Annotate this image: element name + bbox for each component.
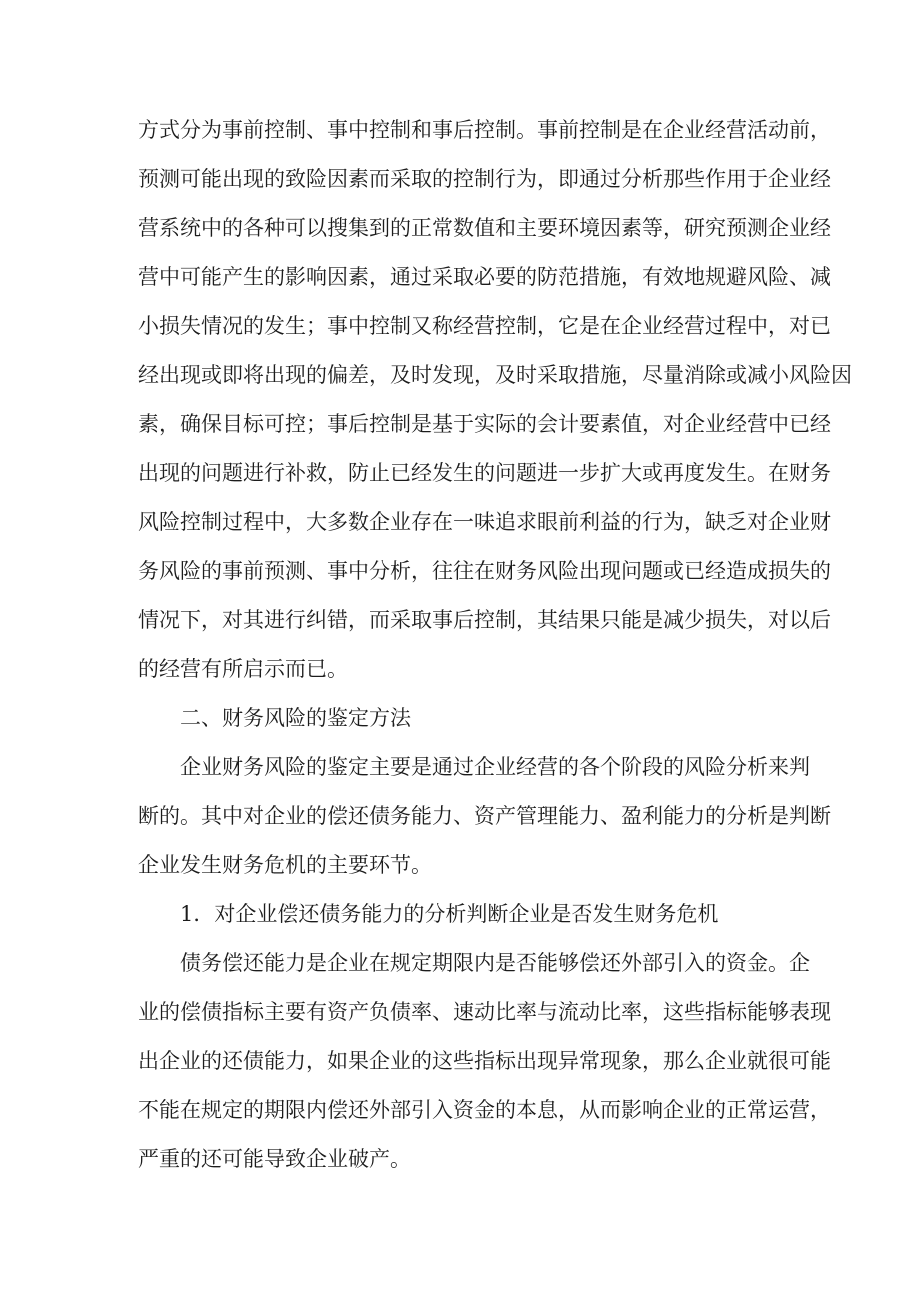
- paragraph-1-line: 素，确保目标可控；事后控制是基于实际的会计要素值，对企业经营中已经: [138, 412, 831, 436]
- paragraph-1-line: 情况下，对其进行纠错，而采取事后控制，其结果只能是减少损失，对以后: [138, 608, 831, 632]
- paragraph-3-line: 严重的还可能导致企业破产。: [138, 1147, 411, 1171]
- paragraph-1-line: 务风险的事前预测、事中分析，往往在财务风险出现问题或已经造成损失的: [138, 559, 831, 583]
- paragraph-2-line: 企业财务风险的鉴定主要是通过企业经营的各个阶段的风险分析来判: [180, 755, 810, 779]
- paragraph-3-line: 业的偿债指标主要有资产负债率、速动比率与流动比率，这些指标能够表现: [138, 1000, 831, 1024]
- paragraph-1-line: 营系统中的各种可以搜集到的正常数值和主要环境因素等，研究预测企业经: [138, 216, 831, 240]
- section-heading: 二、财务风险的鉴定方法: [180, 706, 411, 730]
- paragraph-1-line: 经出现或即将出现的偏差，及时发现，及时采取措施，尽量消除或减小风险因: [138, 363, 852, 387]
- paragraph-1-line: 营中可能产生的影响因素，通过采取必要的防范措施，有效地规避风险、减: [138, 265, 831, 289]
- paragraph-1-line: 的经营有所启示而已。: [138, 657, 348, 681]
- paragraph-3-line: 债务偿还能力是企业在规定期限内是否能够偿还外部引入的资金。企: [180, 951, 810, 975]
- paragraph-3-line: 不能在规定的期限内偿还外部引入资金的本息，从而影响企业的正常运营，: [138, 1098, 831, 1122]
- paragraph-1-line: 预测可能出现的致险因素而采取的控制行为，即通过分析那些作用于企业经: [138, 167, 831, 191]
- paragraph-1-line: 风险控制过程中，大多数企业存在一味追求眼前利益的行为，缺乏对企业财: [138, 510, 831, 534]
- paragraph-3-line: 出企业的还债能力，如果企业的这些指标出现异常现象，那么企业就很可能: [138, 1049, 831, 1073]
- paragraph-1-line: 小损失情况的发生；事中控制又称经营控制，它是在企业经营过程中，对已: [138, 314, 831, 338]
- paragraph-1-line: 方式分为事前控制、事中控制和事后控制。事前控制是在企业经营活动前，: [138, 118, 831, 142]
- paragraph-2-line: 企业发生财务危机的主要环节。: [138, 853, 432, 877]
- paragraph-2-line: 断的。其中对企业的偿还债务能力、资产管理能力、盈利能力的分析是判断: [138, 804, 831, 828]
- paragraph-1-line: 出现的问题进行补救，防止已经发生的问题进一步扩大或再度发生。在财务: [138, 461, 831, 485]
- subsection-heading: 1．对企业偿还债务能力的分析判断企业是否发生财务危机: [180, 902, 719, 926]
